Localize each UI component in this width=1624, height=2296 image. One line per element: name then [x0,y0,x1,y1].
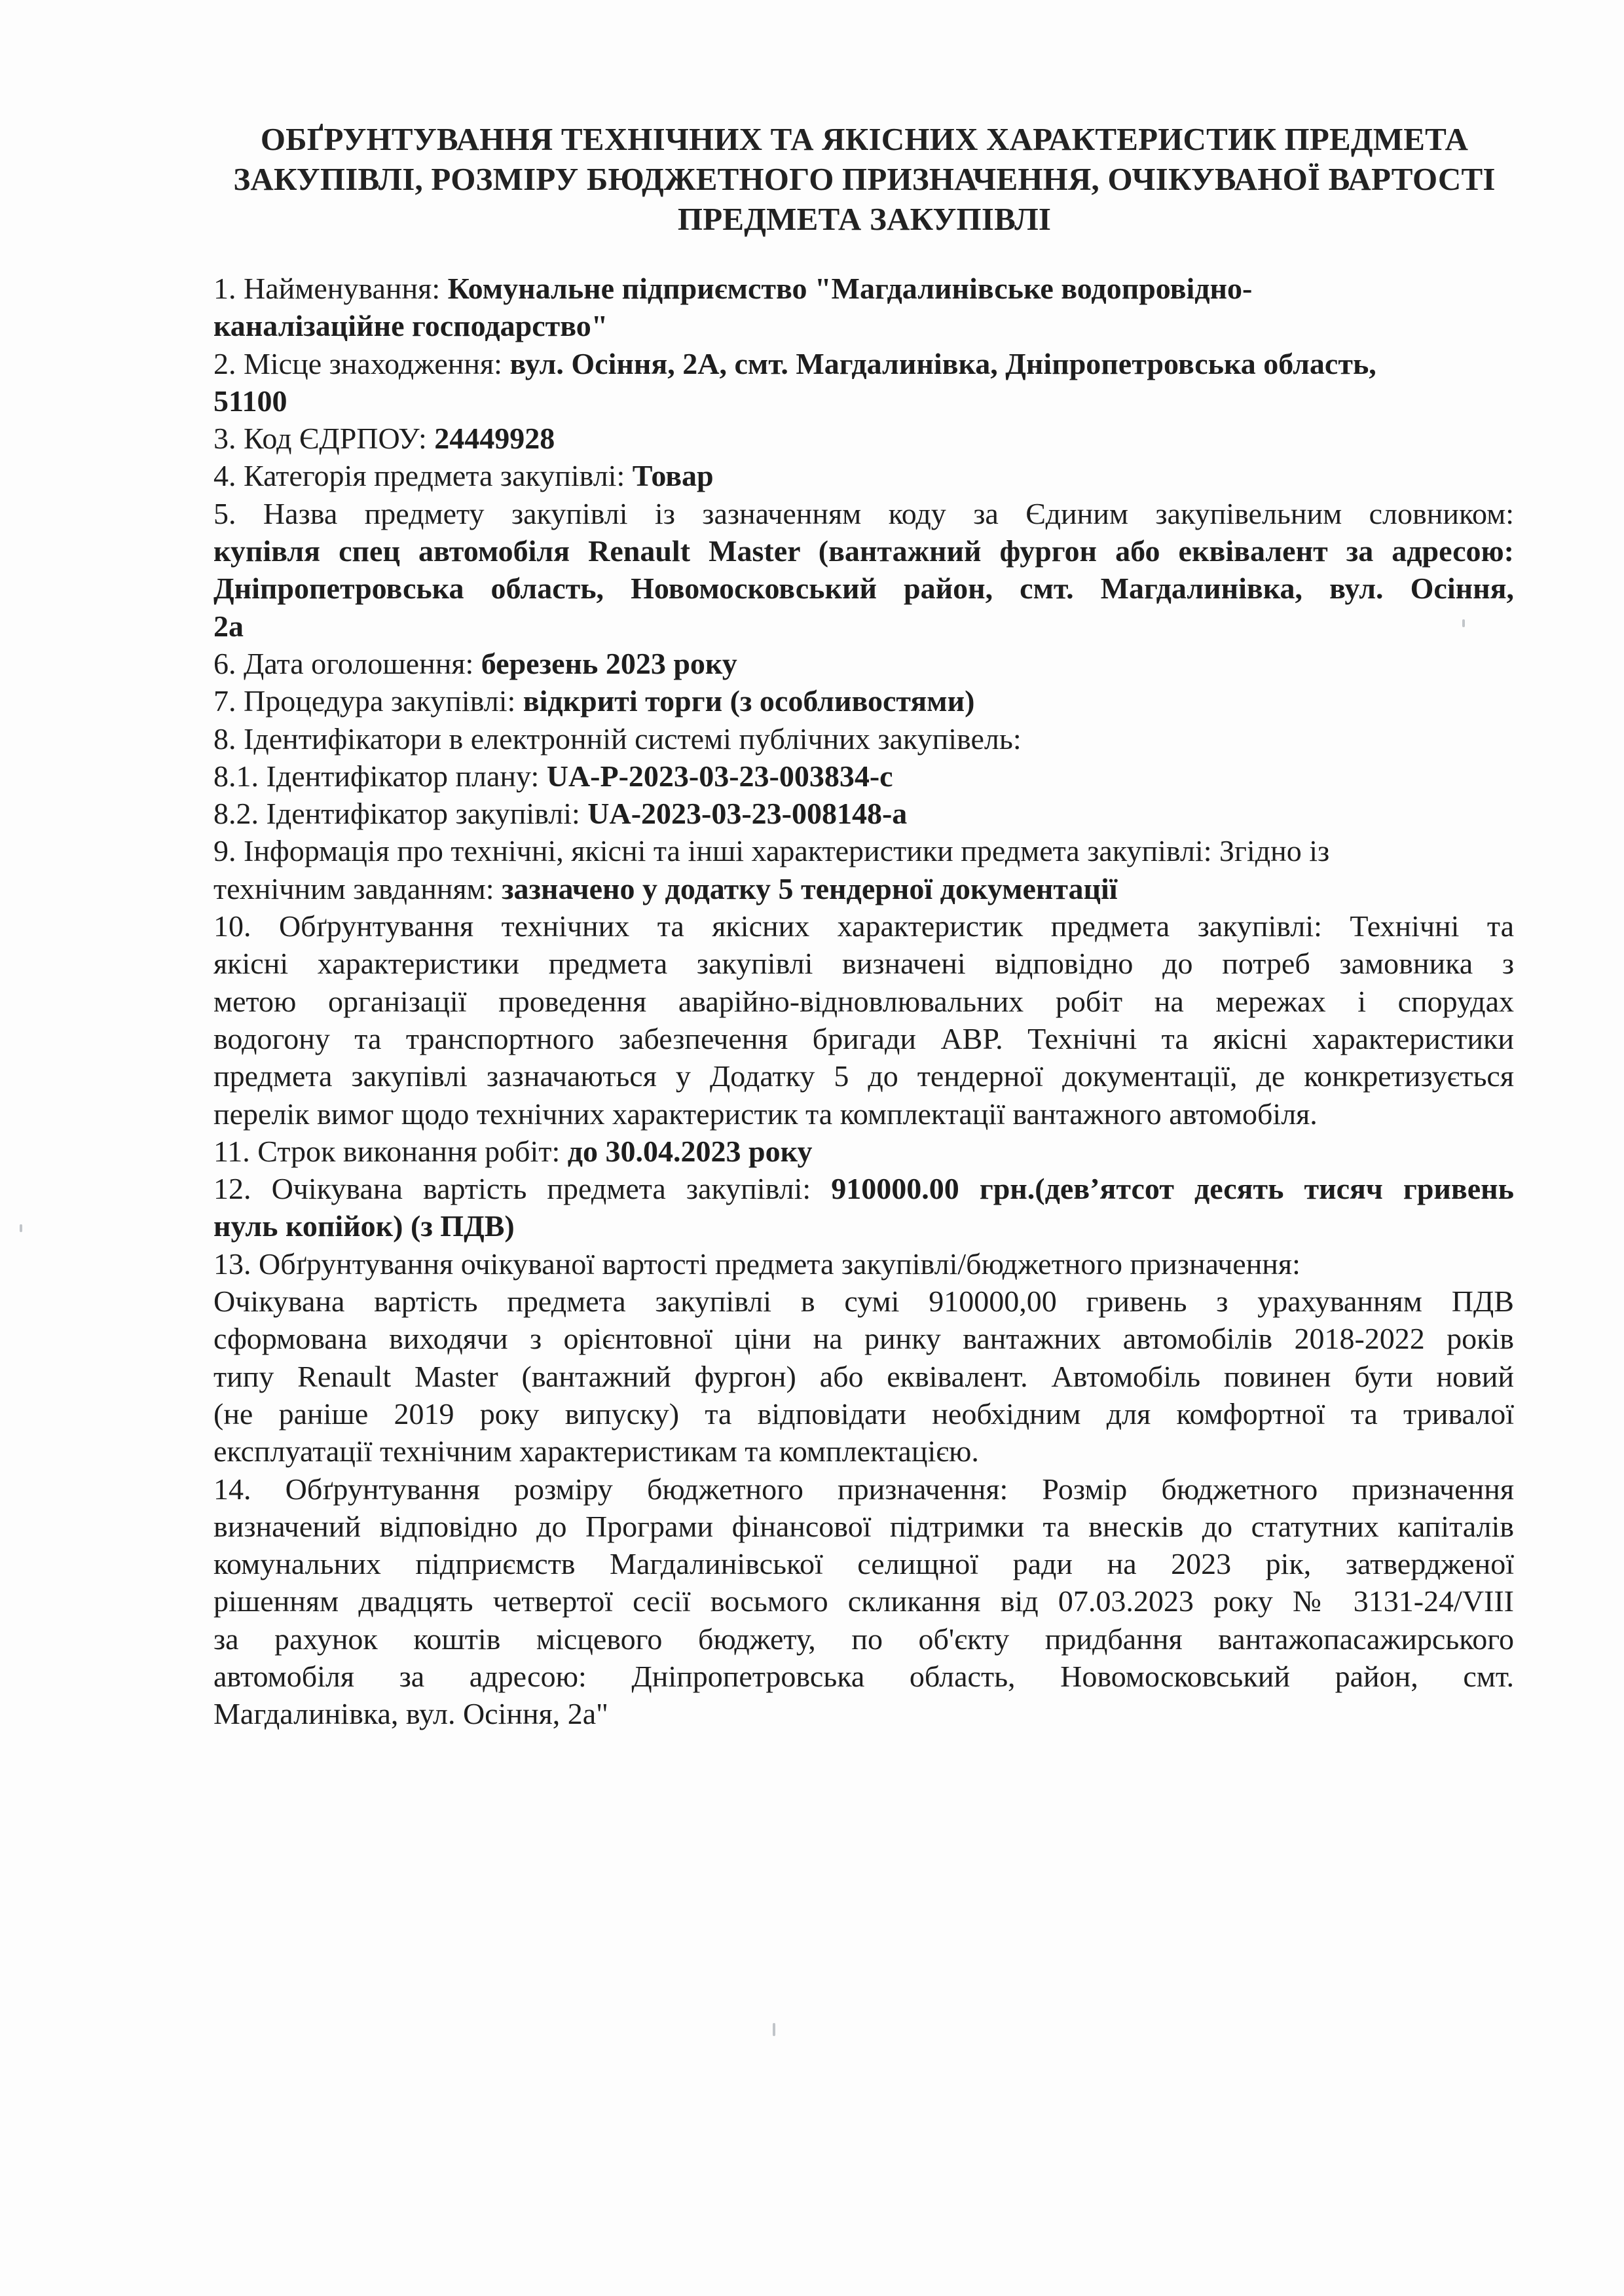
item-1-name-cont: каналізаційне господарство" [213,309,608,343]
item-value: до 30.04.2023 року [567,1134,813,1168]
item-value: UA-2023-03-23-008148-a [587,797,908,831]
item-14-budget: за рахунок коштів місцевого бюджету, по об'єкту придбання вантажопасажирського [213,1622,1514,1656]
item-label: технічним завданням: [213,871,502,905]
item-5-subject-value: купівля спец автомобіля Renault Master (вантажний фургон або еквівалент за адресою: [213,534,1514,568]
item-10-justification: якісні характеристики предмета закупівлі визначені відповідно до потреб замовника з [213,947,1514,981]
item-label: 4. Категорія предмета закупівлі: [213,459,633,493]
item-9-tech-info: 9. Інформація про технічні, якісні та інші характеристики предмета закупівлі: Згідно із [213,834,1330,868]
item-13-text: експлуатації технічним характеристикам та комплектацією. [213,1434,979,1468]
item-9-tech-info-cont [213,870,1514,907]
item-6-announce-date [213,645,1514,682]
item-2-location [213,345,1514,382]
item-label: 7. Процедура закупівлі: [213,684,523,718]
item-13-text: Очікувана вартість предмета закупівлі в сумі 910000,00 гривень з урахуванням ПДВ [213,1285,1514,1319]
item-label: 8.2. Ідентифікатор закупівлі: [213,797,588,831]
item-value: вул. Осіння, 2А, смт. Магдалинівка, Дніпропетровська область, [509,346,1376,380]
item-14-budget: комунальних підприємств Магдалинівської селищної ради на 2023 рік, затвердженої [213,1547,1514,1581]
item-14-budget: визначений відповідно до Програми фінансової підтримки та внесків до статутних капіталів [213,1509,1514,1543]
item-value: зазначено у додатку 5 тендерної документації [502,871,1118,905]
document-title [196,119,1532,239]
item-4-category [213,457,1514,494]
item-10-justification: перелік вимог щодо технічних характеристик та комплектації вантажного автомобіля. [213,1097,1318,1131]
item-14-budget: рішенням двадцять четвертої сесії восьмого скликання від 07.03.2023 року № 3131-24/VIII [213,1584,1514,1618]
item-12-expected-value [213,1170,1514,1207]
item-1-name [213,270,1514,307]
item-value: відкриті торги (з особливостями) [523,684,975,718]
title-line: ПРЕДМЕТА ЗАКУПІВЛІ [677,201,1052,237]
scan-speck [1462,619,1465,627]
item-13-text: сформована виходячи з орієнтовної ціни на ринку вантажних автомобілів 2018-2022 років [213,1322,1514,1356]
item-11-deadline [213,1133,1514,1170]
title-line: ОБҐРУНТУВАННЯ ТЕХНІЧНИХ ТА ЯКІСНИХ ХАРАКТЕРИСТИК ПРЕДМЕТА [260,121,1469,157]
scan-speck [773,2023,775,2036]
item-5-subject-value: 2а [213,609,244,643]
item-5-subject-value: Дніпропетровська область, Новомосковський район, смт. Магдалинівка, вул. Осіння, [213,572,1514,606]
document-body [213,270,1514,1733]
item-13-text: типу Renault Master (вантажний фургон) або еквівалент. Автомобіль повинен бути новий [213,1359,1514,1393]
item-5-subject-label: 5. Назва предмету закупівлі із зазначенням коду за Єдиним закупівельним словником: [213,496,1514,530]
item-3-edrpou [213,420,1514,457]
item-13-text: (не раніше 2019 року випуску) та відповідати необхідним для комфортної та тривалої [213,1396,1514,1430]
item-label: 8.1. Ідентифікатор плану: [213,759,547,793]
item-value: 24449928 [434,422,555,456]
item-value: 910000.00 грн.(дев’ятсот десять тисяч гривень [831,1172,1514,1206]
item-label: 2. Місце знаходження: [213,346,510,380]
item-label: 1. Найменування: [213,272,448,305]
item-value: Комунальне підприємство "Магдалинівське водопровідно- [447,272,1253,305]
item-10-justification: метою організації проведення аварійно-відновлювальних робіт на мережах і спорудах [213,984,1514,1018]
item-12-expected-value-cont: нуль копійок) (з ПДВ) [213,1209,515,1243]
item-14-budget: автомобіля за адресою: Дніпропетровська область, Новомосковський район, смт. [213,1659,1514,1693]
item-label: 12. Очікувана вартість предмета закупівлі: [213,1172,832,1206]
item-7-procedure [213,682,1514,720]
title-line: ЗАКУПІВЛІ, РОЗМІРУ БЮДЖЕТНОГО ПРИЗНАЧЕННЯ, ОЧІКУВАНОЇ ВАРТОСТІ [233,161,1496,197]
item-8-1-plan-id [213,757,1514,795]
item-value: Товар [632,459,714,493]
item-10-justification: водогону та транспортного забезпечення бригади АВР. Технічні та якісні характеристики [213,1021,1514,1055]
item-8-2-tender-id [213,795,1514,832]
item-value: березень 2023 року [481,646,737,680]
scan-speck [20,1224,22,1232]
item-10-justification: 10. Обґрунтування технічних та якісних характеристик предмета закупівлі: Технічні та [213,909,1514,943]
item-10-justification: предмета закупівлі зазначаються у Додатку 5 до тендерної документації, де конкретизується [213,1059,1514,1093]
item-2-postcode: 51100 [213,384,287,418]
item-label: 6. Дата оголошення: [213,646,481,680]
item-label: 11. Строк виконання робіт: [213,1134,568,1168]
item-8-identifiers: 8. Ідентифікатори в електронній системі публічних закупівель: [213,721,1022,756]
item-value: UA-P-2023-03-23-003834-c [546,759,893,793]
item-14-budget: Магдалинівка, вул. Осіння, 2а" [213,1697,608,1731]
item-13-heading: 13. Обґрунтування очікуваної вартості предмета закупівлі/бюджетного призначення: [213,1247,1301,1281]
item-label: 3. Код ЄДРПОУ: [213,422,435,456]
item-14-budget: 14. Обґрунтування розміру бюджетного призначення: Розмір бюджетного призначення [213,1472,1514,1506]
